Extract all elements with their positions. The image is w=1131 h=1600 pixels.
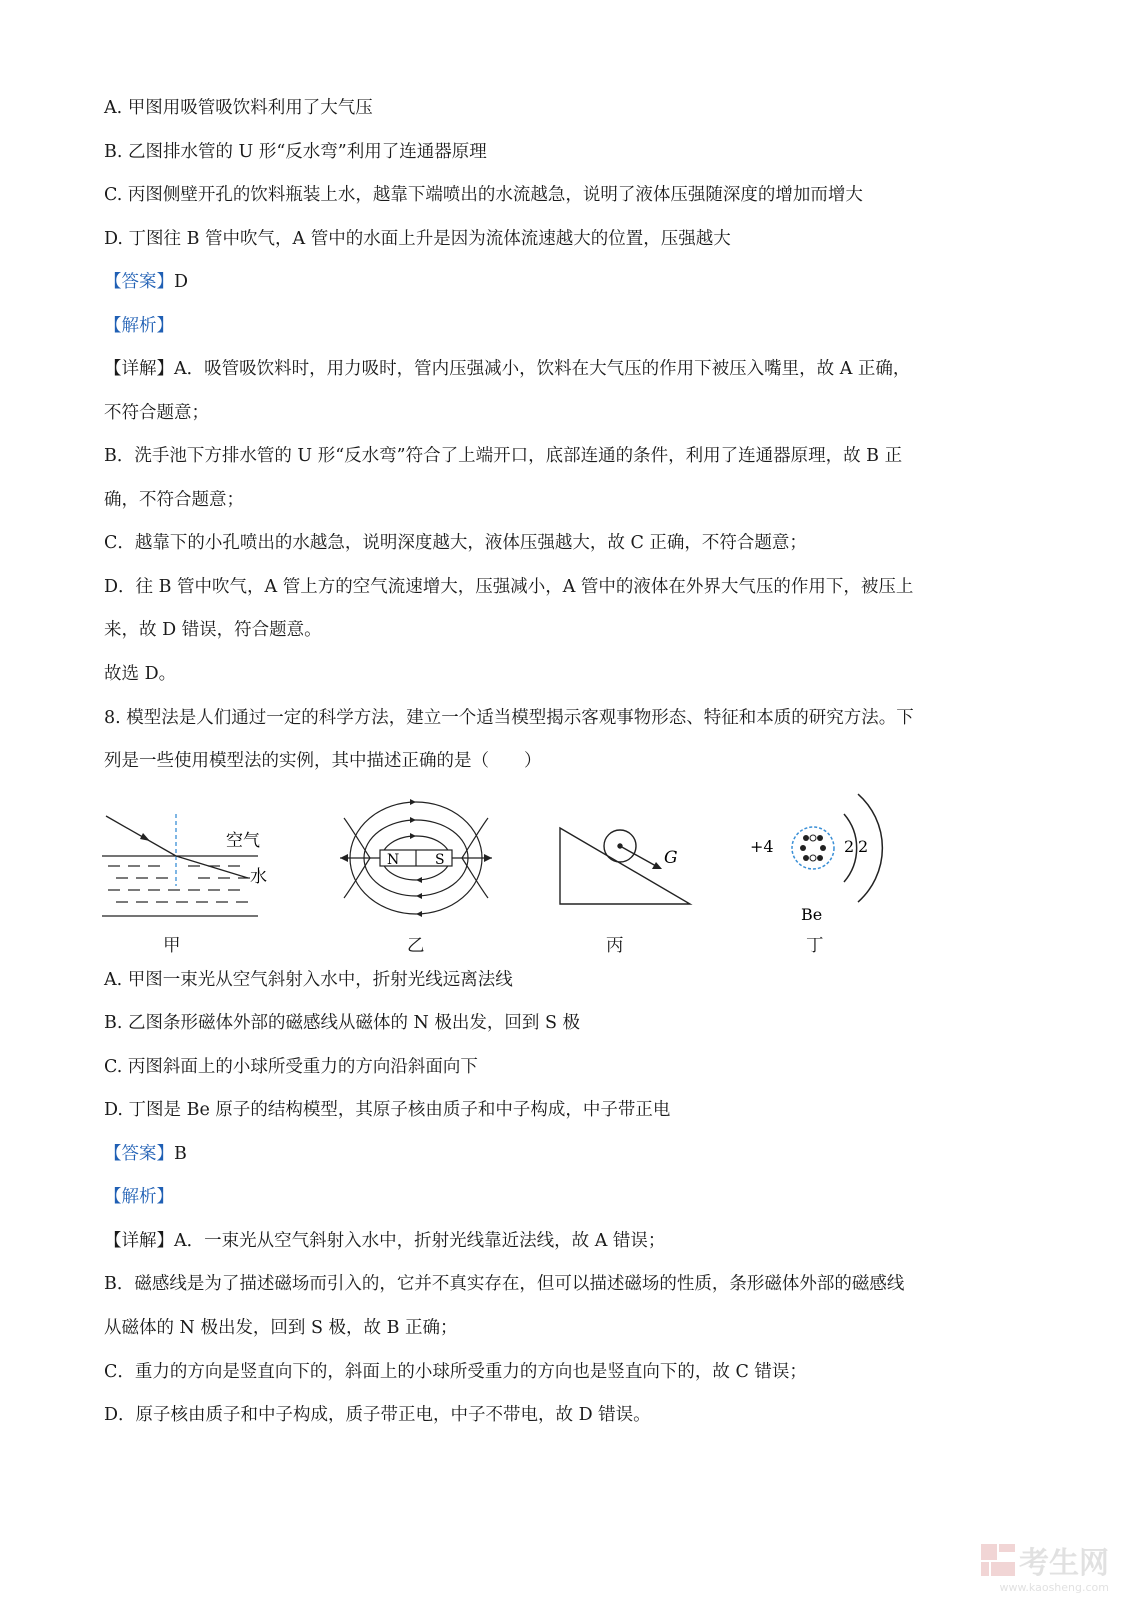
q8-option-c: C. 丙图斜面上的小球所受重力的方向沿斜面向下 [104,1057,478,1077]
q8-detail-line: 从磁体的 N 极出发，回到 S 极，故 B 正确； [104,1318,458,1338]
q8-option-b: B. 乙图条形磁体外部的磁感线从磁体的 N 极出发，回到 S 极 [104,1013,581,1033]
answer-value: B [174,1144,187,1164]
q7-option-a: A. 甲图用吸管吸饮料利用了大气压 [104,98,373,118]
answer-value: D [174,272,189,292]
watermark-url: www.kaosheng.com [999,1581,1109,1594]
q7-detail-line: 【详解】A．吸管吸饮料时，用力吸时，管内压强减小，饮料在大气压的作用下被压入嘴里，故 A 正确， [104,359,911,379]
q7-detail-line: D．往 B 管中吹气，A 管上方的空气流速增大，压强减小，A 管中的液体在外界大气压的作用下，被压上 [104,577,914,597]
q8-detail-line: 【详解】A．一束光从空气斜射入水中，折射光线靠近法线，故 A 错误； [104,1231,666,1251]
north-pole-label: N [387,852,400,868]
shell-2-electrons: 2 [858,837,869,856]
figure-ding-atom [748,784,888,924]
kaosheng-logo-icon [979,1540,1019,1580]
q8-option-a: A. 甲图一束光从空气斜射入水中，折射光线远离法线 [104,970,513,990]
q7-detail-line: 来，故 D 错误，符合题意。 [104,620,322,640]
figure-yi-caption: 乙 [407,936,425,956]
q7-detail-line: B．洗手池下方排水管的 U 形“反水弯”符合了上端开口，底部连通的条件，利用了连通器原理，故 B 正 [104,446,903,466]
q7-answer [104,270,188,294]
water-label: 水 [250,867,267,887]
q8-answer [104,1142,187,1166]
q7-option-d: D. 丁图往 B 管中吹气，A 管中的水面上升是因为流体流速越大的位置，压强越大 [104,229,731,249]
figure-ding-caption: 丁 [806,936,824,956]
q8-detail-line: B．磁感线是为了描述磁场而引入的，它并不真实存在，但可以描述磁场的性质，条形磁体外部的磁感线 [104,1274,905,1294]
q8-stem-line: 列是一些使用模型法的实例，其中描述正确的是（ ） [104,751,542,771]
watermark [979,1538,1109,1594]
figure-jia-refraction [98,804,268,924]
q8-option-d: D. 丁图是 Be 原子的结构模型，其原子核由质子和中子构成，中子带正电 [104,1100,671,1120]
air-label: 空气 [226,831,260,851]
shell-1-electrons: 2 [844,837,855,856]
q8-detail-line: D．原子核由质子和中子构成，质子带正电，中子不带电，故 D 错误。 [104,1405,651,1425]
figure-bing-caption: 丙 [606,936,624,956]
detail-label: 【详解】 [104,359,174,379]
figure-bing-incline [556,822,696,912]
q8-detail-line: C．重力的方向是竖直向下的，斜面上的小球所受重力的方向也是竖直向下的，故 C 错误； [104,1362,807,1382]
q8-analysis-label: 【解析】 [104,1187,174,1207]
q8-stem-line: 8. 模型法是人们通过一定的科学方法，建立一个适当模型揭示客观事物形态、特征和本质的研究方法。下 [104,708,914,728]
q7-option-c: C. 丙图侧壁开孔的饮料瓶装上水，越靠下端喷出的水流越急，说明了液体压强随深度的增加而增大 [104,185,863,205]
detail-label: 【详解】 [104,1231,174,1251]
nucleus-charge: +4 [750,837,774,856]
answer-label: 【答案】 [104,272,174,292]
figure-yi-magnet [336,796,496,926]
q7-detail-line: 确，不符合题意； [104,490,244,510]
q7-conclusion: 故选 D。 [104,664,177,684]
q7-analysis-label: 【解析】 [104,316,174,336]
element-label: Be [801,905,823,924]
figure-jia-caption: 甲 [163,936,181,956]
q7-option-b: B. 乙图排水管的 U 形“反水弯”利用了连通器原理 [104,142,487,162]
q7-detail-line: C．越靠下的小孔喷出的水越急，说明深度越大，液体压强越大，故 C 正确，不符合题意； [104,533,807,553]
q7-detail-line: 不符合题意； [104,403,209,423]
answer-label: 【答案】 [104,1144,174,1164]
south-pole-label: S [435,852,445,868]
watermark-text: 考生网 [1019,1546,1109,1581]
gravity-label: G [664,848,678,868]
